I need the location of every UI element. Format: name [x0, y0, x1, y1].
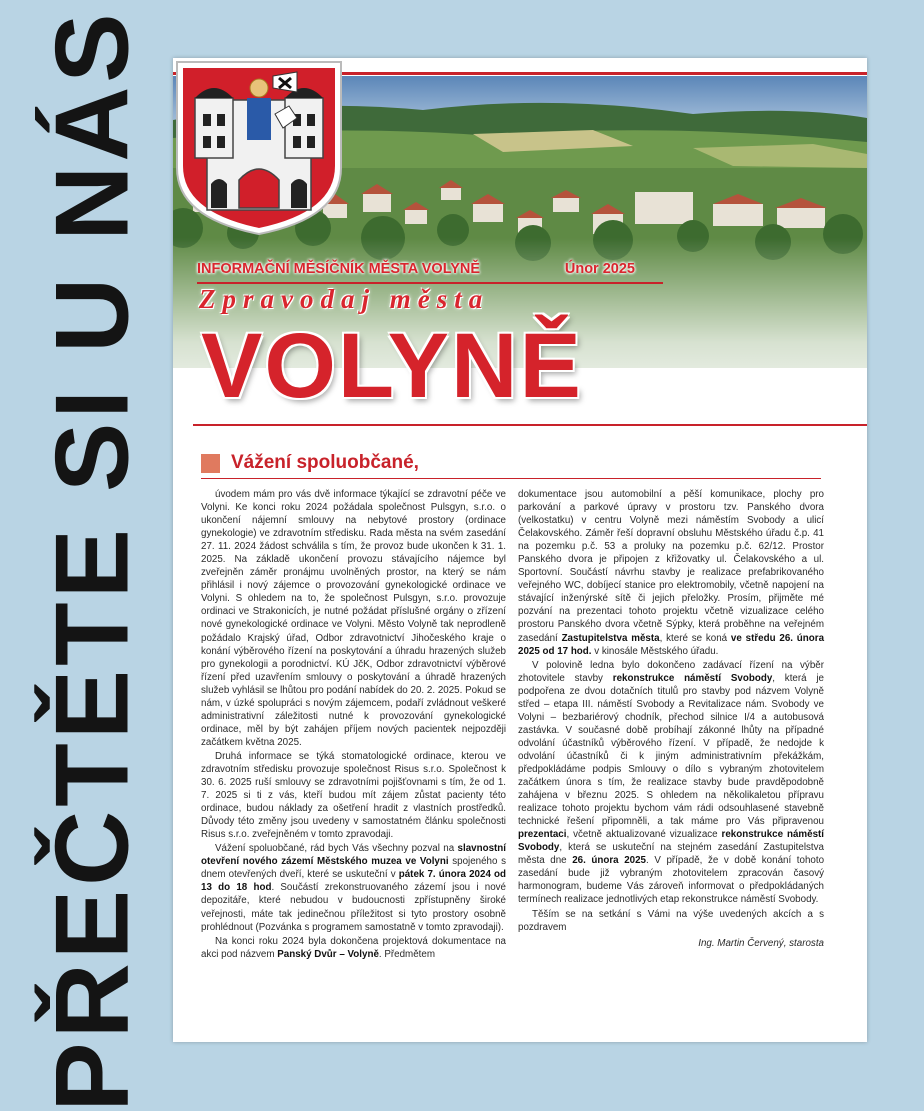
paragraph: Na konci roku 2024 byla dokončena projektová dokumentace na akci pod názvem Panský Dvůr – Volyně. Předmětem	[201, 935, 506, 960]
paragraph: V polovině ledna bylo dokončeno zadávací řízení na výběr zhotovitele stavby rekonstrukce náměstí Svobody, která je podpořena ze dvou dotačních titulů pro stavby pod názvem Volyně střed – etapa III. náměstí Svobody a Revitalizace nám. Svobody ve Volyni – bezbariérový chodník, přechod silnice I/4 a autobusová zastávka. V současné době probíhají zákonné lhůty na případné odvolání účastníků výběrového řízení. V případě, že nedojde k odvolání účastníků či k jiným administrativním překážkám, předpokládáme podpis Smlouvy o dílo s vybraným zhotovitelem začátkem února s tím, že realizace stavby bude pravděpodobně zahájena v březnu 2025. S ohledem na několikaletou přípravu realizace tohoto projektu bychom vám rádi odsouhlasené stavebně technické řešení připomněli, a tak máme pro Vás připravenou prezentaci, včetně aktualizované vizualizace rekonstrukce náměstí Svobody, která se uskuteční na stejném zasedání Zastupitelstva města dne 26. února 2025. V případě, že v době konání tohoto zasedání bude již vybraným zhotovitelem zpracován časový harmonogram, budeme Vás zároveň informovat o předpokládaných termínech realizace jednotlivých etap rekonstrukce náměstí Svobody.	[518, 659, 825, 906]
masthead-subtitle-row	[197, 261, 635, 277]
newsletter-page	[173, 58, 867, 1042]
paragraph: Těším se na setkání s Vámi na výše uvedených akcích a s pozdravem	[518, 908, 824, 933]
heading-square-icon	[201, 454, 220, 473]
paragraph: Vážení spoluobčané, rád bych Vás všechny pozval na slavnostní otevření nového zázemí Městského muzea ve Volyni spojeného s dnem otevřených dveří, které se uskuteční v pátek 7. února 2024 od 13 do 18 hod. Součástí zrekonstruovaného zázemí jsou i nové depozitáře, které nebudou v budoucnosti zpřístupněny široké veřejnosti, máte tak jedinečnou příležitost si tyto prostory osobně prohlédnout (Pozvánka s programem samostatně v tomto zpravodaji).	[201, 843, 506, 933]
paragraph: dokumentace jsou automobilní a pěší komunikace, plochy pro parkování a parkové úpravy v prostoru tzv. Panského dvora (velkostatku) v centru Volyně mezi náměstím Svobody a ulicí Čelakovského. Záměr řeší dopravní obsluhu Městského úřadu č.p. 41 na pozemku p.č. 53 a proluky na pozemku p.č. 62/12. Prostor Panského dvora je připojen z křižovatky ul. Čelakovského a ul. Sportovní. Součástí návrhu stavby je realizace prefabrikovaného veřejného WC, dobíjecí stanice pro elektromobily, včetně napojení na stávající inženýrské sítě či jejich přeložky. Prosím, přijměte mé pozvání na prezentaci tohoto projektu včetně vizualizace celého prostoru Panského dvora včetně Sýpky, která proběhne na veřejném zasedání Zastupitelstva města, které se koná ve středu 26. února 2025 od 17 hod. v kinosále Městského úřadu.	[518, 489, 825, 657]
article-heading	[201, 452, 419, 474]
issue-date: Únor 2025	[564, 261, 635, 277]
masthead-bottom-rule	[193, 424, 867, 426]
masthead-title-big: VOLYNĚ	[201, 315, 583, 417]
article-greeting: Vážení spoluobčané,	[231, 452, 419, 473]
paragraph: Druhá informace se týká stomatologické ordinace, kterou ve zdravotním středisku provozuje společnost Risus s.r.o. Společnost k 30. 6. 2025 ruší smlouvy se zdravotními pojišťovnami s tím, že od 1. 7. 2025 si ti z vás, kteří budou mít zájem zůstat pacienty této ordinace, budou náklady za ošetření hradit z vlastních prostředků. Důvody této změny jsou uvedeny v samostatném článku společnosti Risus s.r.o. zveřejněném v tomto zpravodaji.	[201, 750, 506, 841]
side-title	[18, 8, 168, 1111]
masthead-title-small: Zpravodaj města	[199, 284, 490, 314]
masthead	[173, 58, 867, 428]
paragraph: úvodem mám pro vás dvě informace týkající se zdravotní péče ve Volyni. Ke konci roku 2024 požádala společnost Pulsgyn, s.r.o. o ukončení nájemní smlouvy na nebytové prostory (ordinace gynekologie) ve zdravotním středisku. Rada města na svém zasedání 27. 11. 2024 žádost schválila s tím, že provoz bude ukončen k 31. 1. 2025. Na základě ukončení provozu stávajícího nájemce byl zveřejněn záměr pronájmu uvolněných prostor, na který se nám přihlásil i nový zájemce o provozování gynekologické ordinace ve Volyni. S ohledem na to, že společnost Pulsgyn, s.r.o. provozuje ordinaci ve Strakonicích, je nutné požádat příslušné orgány o zřízení nové gynekologické ordinace ve Volyni. Město Volyně tak neprodleně požádalo Krajský úřad, Odbor zdravotnictví Jihočeského kraje o konání výběrového řízení na poskytování a úhradu hrazených služeb pro gynekologii a porodnictví. KÚ JčK, Odbor zdravotnictví výběrové řízení před uzavřením smlouvy o poskytování a úhradě hrazených služeb vyhlásil se lhůtou pro podání nabídek do 20. 2. 2025. Pokud se nám, v úzké spolupráci s novým zájemcem, podaří zvládnout veškeré administrativní záležitosti nutné k provozování gynekologické ordinace, měl by být zahájen příjem nových pacientek nejpozději začátkem května 2025.	[201, 489, 506, 748]
masthead-subtitle: INFORMAČNÍ MĚSÍČNÍK MĚSTA VOLYNĚ	[197, 261, 481, 277]
signature: Ing. Martin Červený, starosta	[698, 937, 824, 949]
town-coat-of-arms-icon	[173, 58, 345, 238]
article-left-column	[201, 488, 506, 962]
side-title-text: PŘEČTĚTE SI U NÁS	[34, 8, 151, 1111]
article-right-column	[518, 488, 824, 950]
heading-rule	[201, 478, 821, 479]
